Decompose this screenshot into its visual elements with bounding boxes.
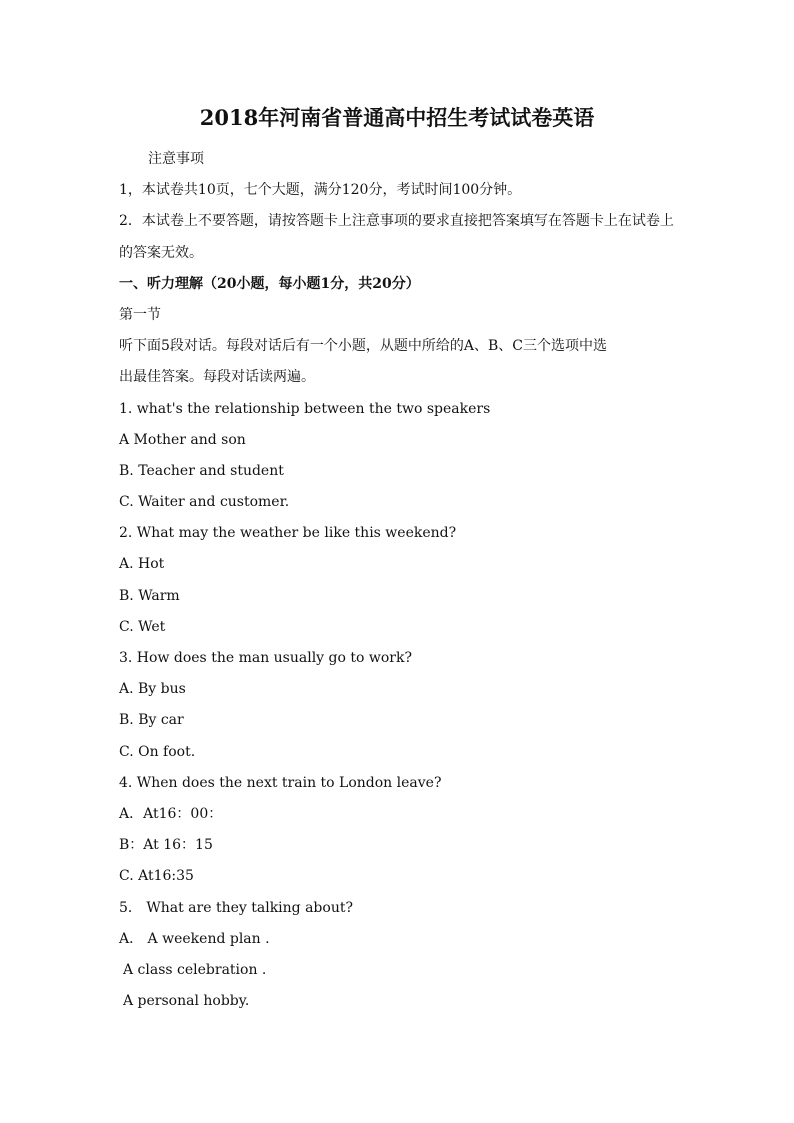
section-heading: 一、听力理解（20小题，每小题1分，共20分） bbox=[119, 275, 420, 292]
question-option: C. Wet bbox=[119, 618, 166, 635]
question-option: B：At 16：15 bbox=[119, 837, 213, 854]
question-2 bbox=[119, 518, 689, 643]
question-option: C. Waiter and customer. bbox=[119, 494, 290, 511]
question-stem: 4. When does the next train to London leave? bbox=[119, 774, 442, 791]
question-option: A Mother and son bbox=[119, 431, 246, 448]
part-heading: 第一节 bbox=[119, 306, 161, 323]
note-item-2-line-1: 2．本试卷上不要答题，请按答题卡上注意事项的要求直接把答案填写在答题卡上在试卷上 bbox=[119, 213, 674, 230]
exam-title: 2018年河南省普通高中招生考试试卷英语 bbox=[199, 105, 595, 130]
question-stem: 5． What are they talking about? bbox=[119, 899, 353, 916]
question-option: A class celebration . bbox=[123, 961, 267, 978]
question-option: B. Warm bbox=[119, 587, 180, 604]
note-item-1: 1，本试卷共10页，七个大题，满分120分，考试时间100分钟。 bbox=[119, 182, 522, 199]
question-1 bbox=[119, 394, 689, 519]
exam-body bbox=[119, 144, 689, 1017]
question-option: A． A weekend plan . bbox=[119, 930, 270, 947]
note-item-2-line-2: 的答案无效。 bbox=[119, 244, 203, 261]
notes-heading: 注意事项 bbox=[148, 151, 204, 167]
question-3 bbox=[119, 643, 689, 768]
question-stem: 2. What may the weather be like this weekend? bbox=[119, 525, 457, 542]
question-stem: 3. How does the man usually go to work? bbox=[119, 650, 412, 666]
question-option: B. Teacher and student bbox=[119, 462, 284, 479]
question-option: C. At16:35 bbox=[119, 868, 194, 885]
question-5 bbox=[119, 893, 689, 1018]
question-option: A．At16：00： bbox=[119, 805, 223, 822]
question-stem: 1. what's the relationship between the two speakers bbox=[119, 400, 491, 417]
question-option: C. On foot. bbox=[119, 743, 196, 760]
question-4 bbox=[119, 768, 689, 893]
question-option: A personal hobby. bbox=[123, 993, 250, 1010]
question-option: A. By bus bbox=[119, 681, 186, 698]
question-option: A. Hot bbox=[119, 556, 165, 573]
question-option: B. By car bbox=[119, 712, 184, 729]
instructions-line-2: 出最佳答案。每段对话读两遍。 bbox=[119, 369, 315, 386]
instructions-line-1: 听下面5段对话。每段对话后有一个小题，从题中所给的A、B、C三个选项中选 bbox=[119, 338, 608, 355]
